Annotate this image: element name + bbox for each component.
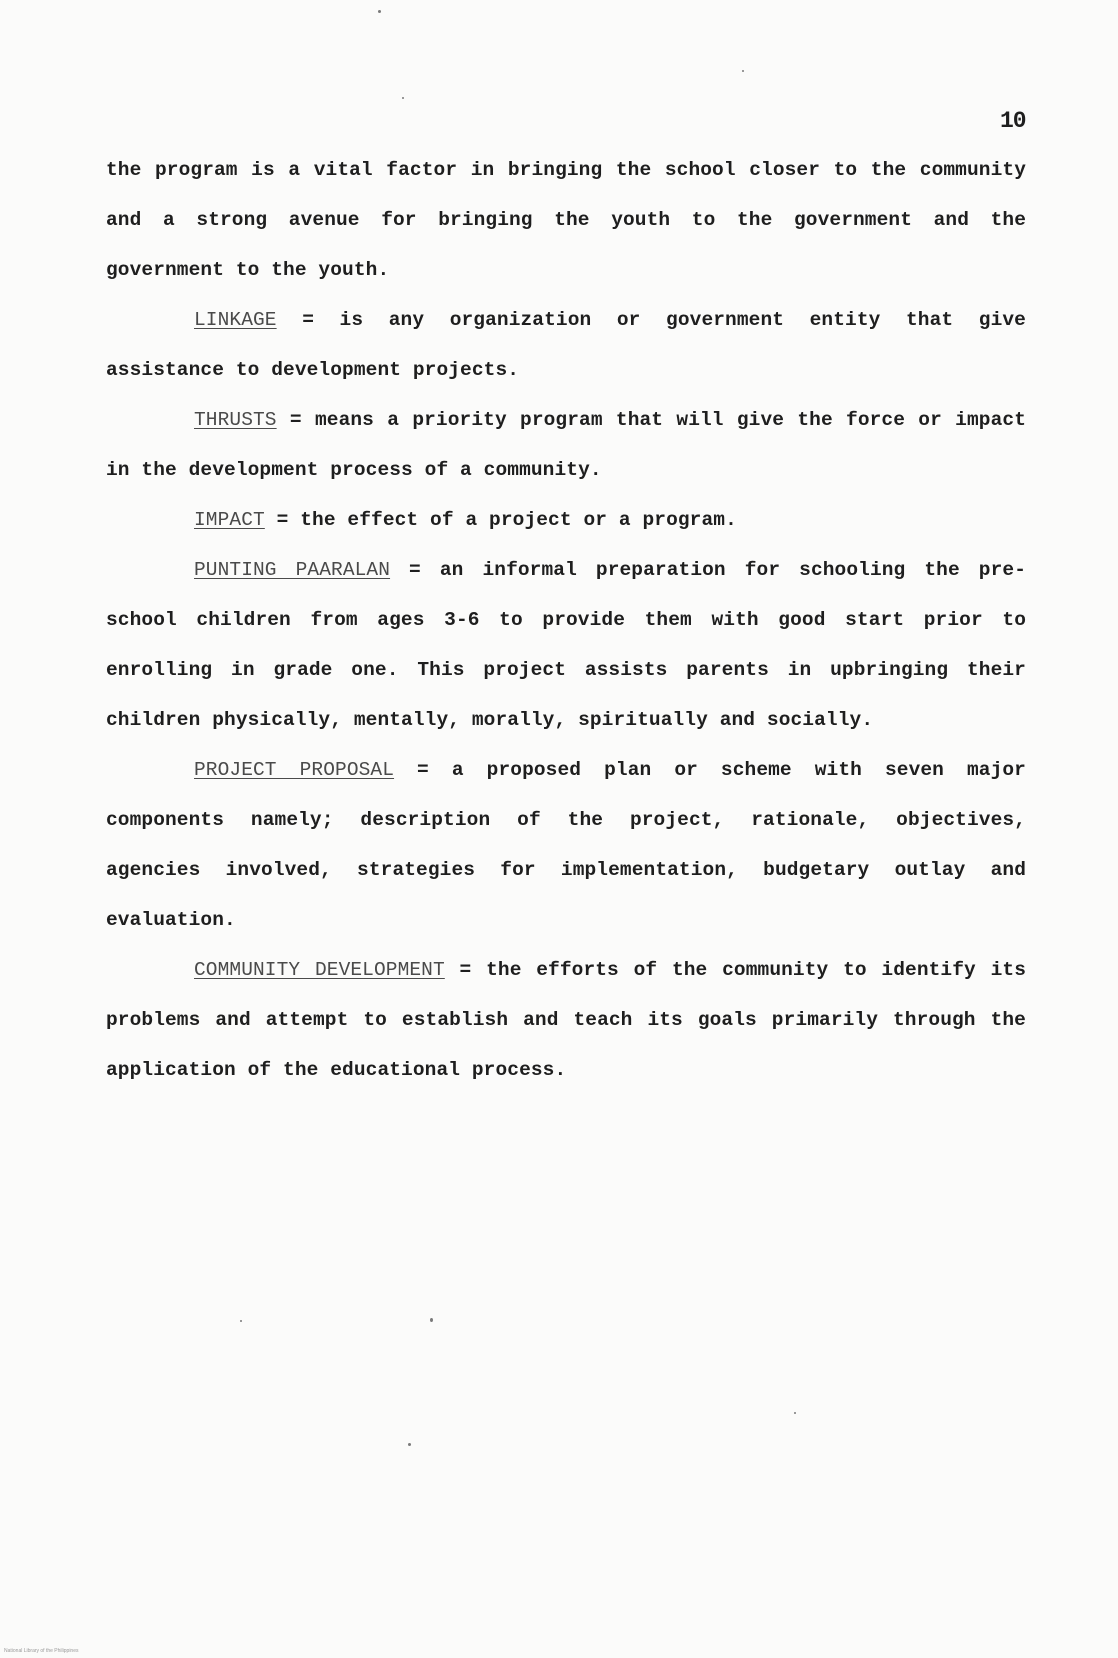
definition-linkage (106, 295, 1026, 395)
definition-term: COMMUNITY DEVELOPMENT (194, 959, 445, 981)
definition-impact (106, 495, 1026, 545)
definition-text: = is any organization or government entity that give assistance to development projects. (106, 309, 1026, 381)
scan-speck (402, 97, 404, 99)
scan-speck (742, 70, 744, 72)
definition-term: IMPACT (194, 509, 265, 531)
definition-project-proposal (106, 745, 1026, 945)
definition-text: = a proposed plan or scheme with seven major components namely; description of the project, rationale, objectives, agencies involved, strategies for implementation, budgetary outlay and evaluation. (106, 759, 1026, 931)
definition-text: = the efforts of the community to identify its problems and attempt to establish and teach its goals primarily through the application of the educational process. (106, 959, 1026, 1081)
page-number: 10 (1000, 108, 1026, 134)
scan-speck (408, 1443, 411, 1446)
definition-thrusts (106, 395, 1026, 495)
intro-paragraph: the program is a vital factor in bringing the school closer to the community and a strong avenue for bringing the youth to the government and the government to the youth. (106, 159, 1026, 281)
scan-speck (240, 1320, 242, 1322)
definition-punting-paaralan (106, 545, 1026, 745)
definition-text: = an informal preparation for schooling the pre-school children from ages 3-6 to provide them with good start prior to enrolling in grade one. This project assists parents in upbringing their children physically, mentally, morally, spiritually and socially. (106, 559, 1026, 731)
definition-term: PUNTING PAARALAN (194, 559, 391, 581)
definition-term: LINKAGE (194, 309, 277, 331)
scan-speck (794, 1412, 796, 1414)
definition-term: PROJECT PROPOSAL (194, 759, 395, 781)
scan-speck (430, 1318, 433, 1322)
definition-text: = the effect of a project or a program. (264, 509, 737, 531)
definition-term: THRUSTS (194, 409, 277, 431)
definition-community-development (106, 945, 1026, 1095)
scan-speck (378, 10, 381, 13)
definition-text: = means a priority program that will give the force or impact in the development process of a community. (106, 409, 1026, 481)
scan-footer: National Library of the Philippines (4, 1648, 79, 1654)
document-body (106, 145, 1026, 1095)
